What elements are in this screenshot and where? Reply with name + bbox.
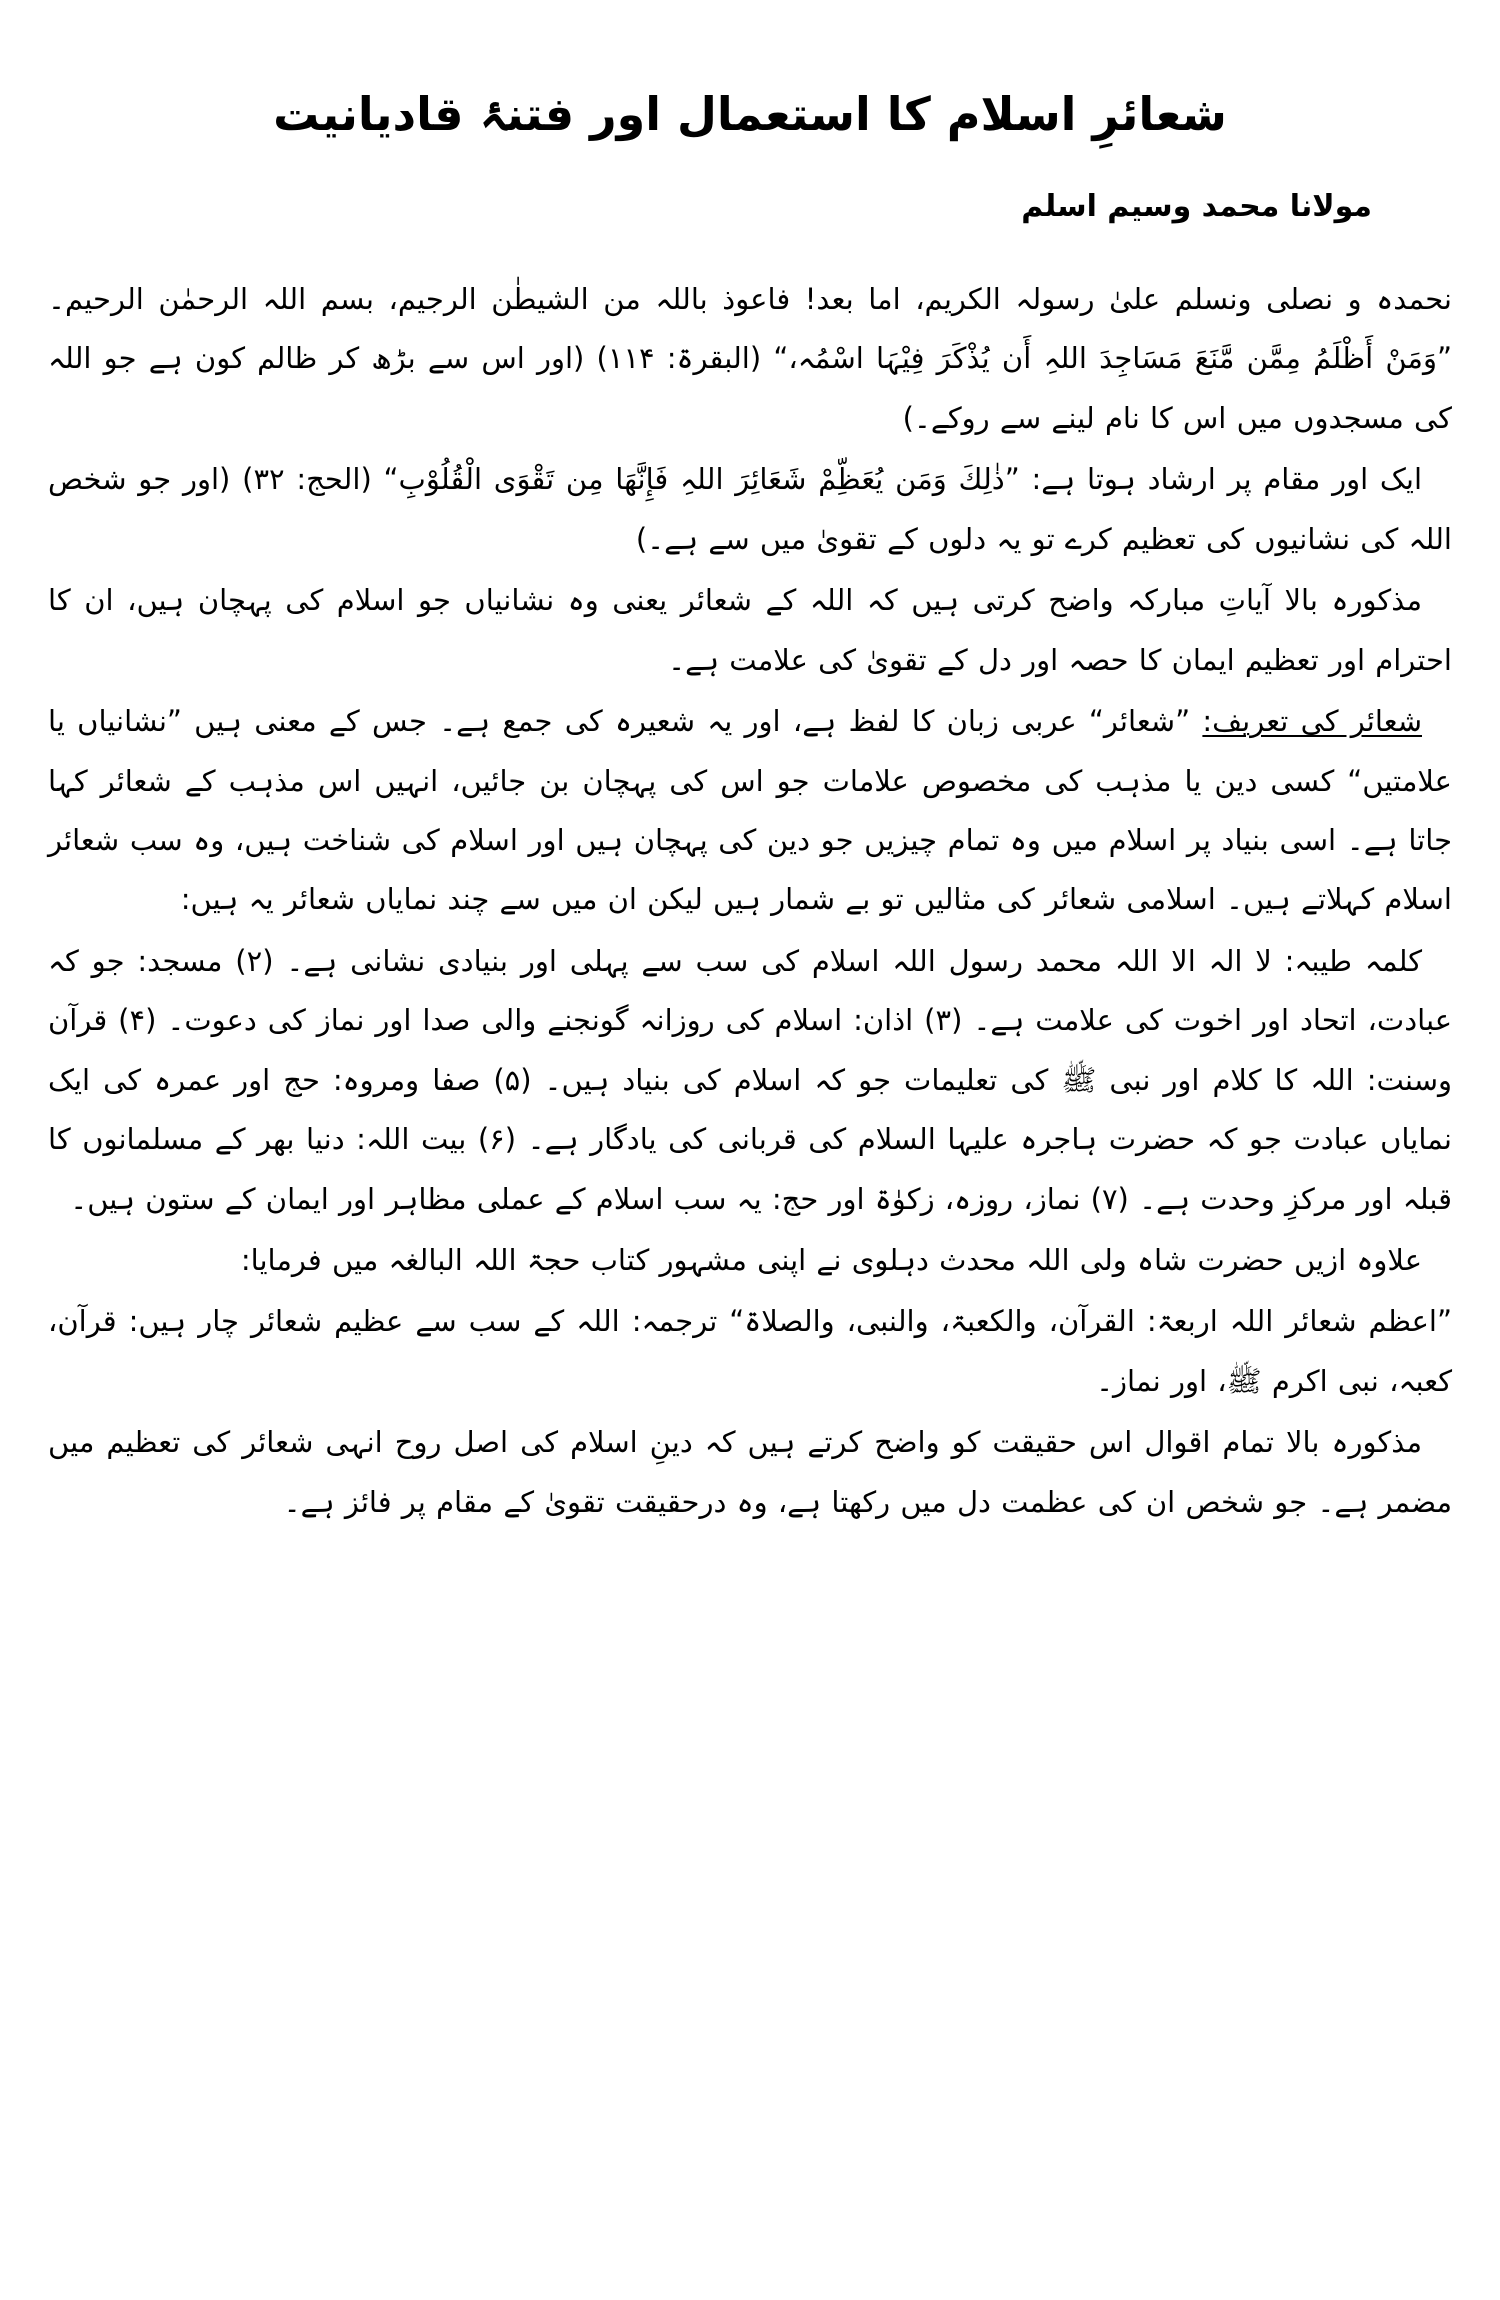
definition-body: ”شعائر“ عربی زبان کا لفظ ہے، اور یہ شعیرہ کی جمع ہے۔ جس کے معنی ہیں ”نشانیاں یا علامتیں“ کسی دین یا مذہب کی مخصوص علامات جو اس کی پہچان بن جائیں، انہیں اس مذہب کے شعائر کہا جاتا ہے۔ اسی بنیاد پر اسلام میں وہ تمام چیزیں جو دین کی پہچان ہیں اور اسلام کی شناخت ہیں، وہ سب شعائر اسلام کہلاتے ہیں۔ اسلامی شعائر کی مثالیں تو بے شمار ہیں لیکن ان میں سے چند نمایاں شعائر یہ ہیں: (48, 704, 1452, 917)
author-byline: مولانا محمد وسیم اسلم (1021, 189, 1372, 224)
shah-wali-ullah-paragraph: علاوہ ازیں حضرت شاہ ولی اللہ محدث دہلوی نے اپنی مشہور کتاب حجۃ اللہ البالغہ میں فرمایا: (240, 1243, 1422, 1277)
definition-paragraph (48, 692, 1452, 930)
definition-heading: شعائر کی تعریف: (1202, 704, 1422, 739)
conclusion-paragraph: مذکورہ بالا تمام اقوال اس حقیقت کو واضح کرتے ہیں کہ دینِ اسلام کی اصل روح انہی شعائر کی تعظیم میں مضمر ہے۔ جو شخص ان کی عظمت دل میں رکھتا ہے، وہ درحقیقت تقویٰ کے مقام پر فائز ہے۔ (48, 1425, 1452, 1519)
second-ayah-paragraph: ایک اور مقام پر ارشاد ہوتا ہے: ”ذٰلِكَ وَمَن یُعَظِّمْ شَعَائِرَ اللہِ فَإِنَّھَا مِن تَقْوَى الْقُلُوْبِ“ (الحج: ۳۲) (اور جو شخص اللہ کی نشانیوں کی تعظیم کرے تو یہ دلوں کے تقویٰ میں سے ہے۔) (48, 462, 1452, 556)
shaair-list-paragraph: کلمہ طیبہ: لا الہ الا اللہ محمد رسول اللہ اسلام کی سب سے پہلی اور بنیادی نشانی ہے۔ (۲) مسجد: جو کہ عبادت، اتحاد اور اخوت کی علامت ہے۔ (۳) اذان: اسلام کی روزانہ گونجنے والی صدا اور نماز کی دعوت۔ (۴) قرآن وسنت: اللہ کا کلام اور نبی ﷺ کی تعلیمات جو کہ اسلام کی بنیاد ہیں۔ (۵) صفا ومروہ: حج اور عمرہ کی ایک نمایاں عبادت جو کہ حضرت ہاجرہ علیہا السلام کی قربانی کی یادگار ہے۔ (۶) بیت اللہ: دنیا بھر کے مسلمانوں کا قبلہ اور مرکزِ وحدت ہے۔ (۷) نماز، روزہ، زکوٰۃ اور حج: یہ سب اسلام کے عملی مظاہر اور ایمان کے ستون ہیں۔ (48, 943, 1453, 1216)
arabic-quote-paragraph: ”اعظم شعائر اللہ اربعۃ: القرآن، والکعبۃ، والنبی، والصلاۃ“ ترجمہ: اللہ کے سب سے عظیم شعائر چار ہیں: قرآن، کعبہ، نبی اکرم ﷺ، اور نماز۔ (48, 1304, 1452, 1398)
explanation-paragraph: مذکورہ بالا آیاتِ مبارکہ واضح کرتی ہیں کہ اللہ کے شعائر یعنی وہ نشانیاں جو اسلام کی پہچان ہیں، ان کا احترام اور تعظیم ایمان کا حصہ اور دل کے تقویٰ کی علامت ہے۔ (48, 583, 1452, 677)
page-title: شعائرِ اسلام کا استعمال اور فتنۂ قادیانیت (273, 87, 1227, 141)
opening-hamd-paragraph: نحمدہ و نصلی ونسلم علیٰ رسولہ الکریم، اما بعد! فاعوذ باللہ من الشیطٰن الرجیم، بسم اللہ الرحمٰن الرحیم۔ ”وَمَنْ أَظْلَمُ مِمَّن مَّنَعَ مَسَاجِدَ اللہِ أَن یُذْکَرَ فِیْہَا اسْمُہ،“ (البقرۃ: ۱۱۴) (اور اس سے بڑھ کر ظالم کون ہے جو اللہ کی مسجدوں میں اس کا نام لینے سے روکے۔) (48, 282, 1452, 435)
